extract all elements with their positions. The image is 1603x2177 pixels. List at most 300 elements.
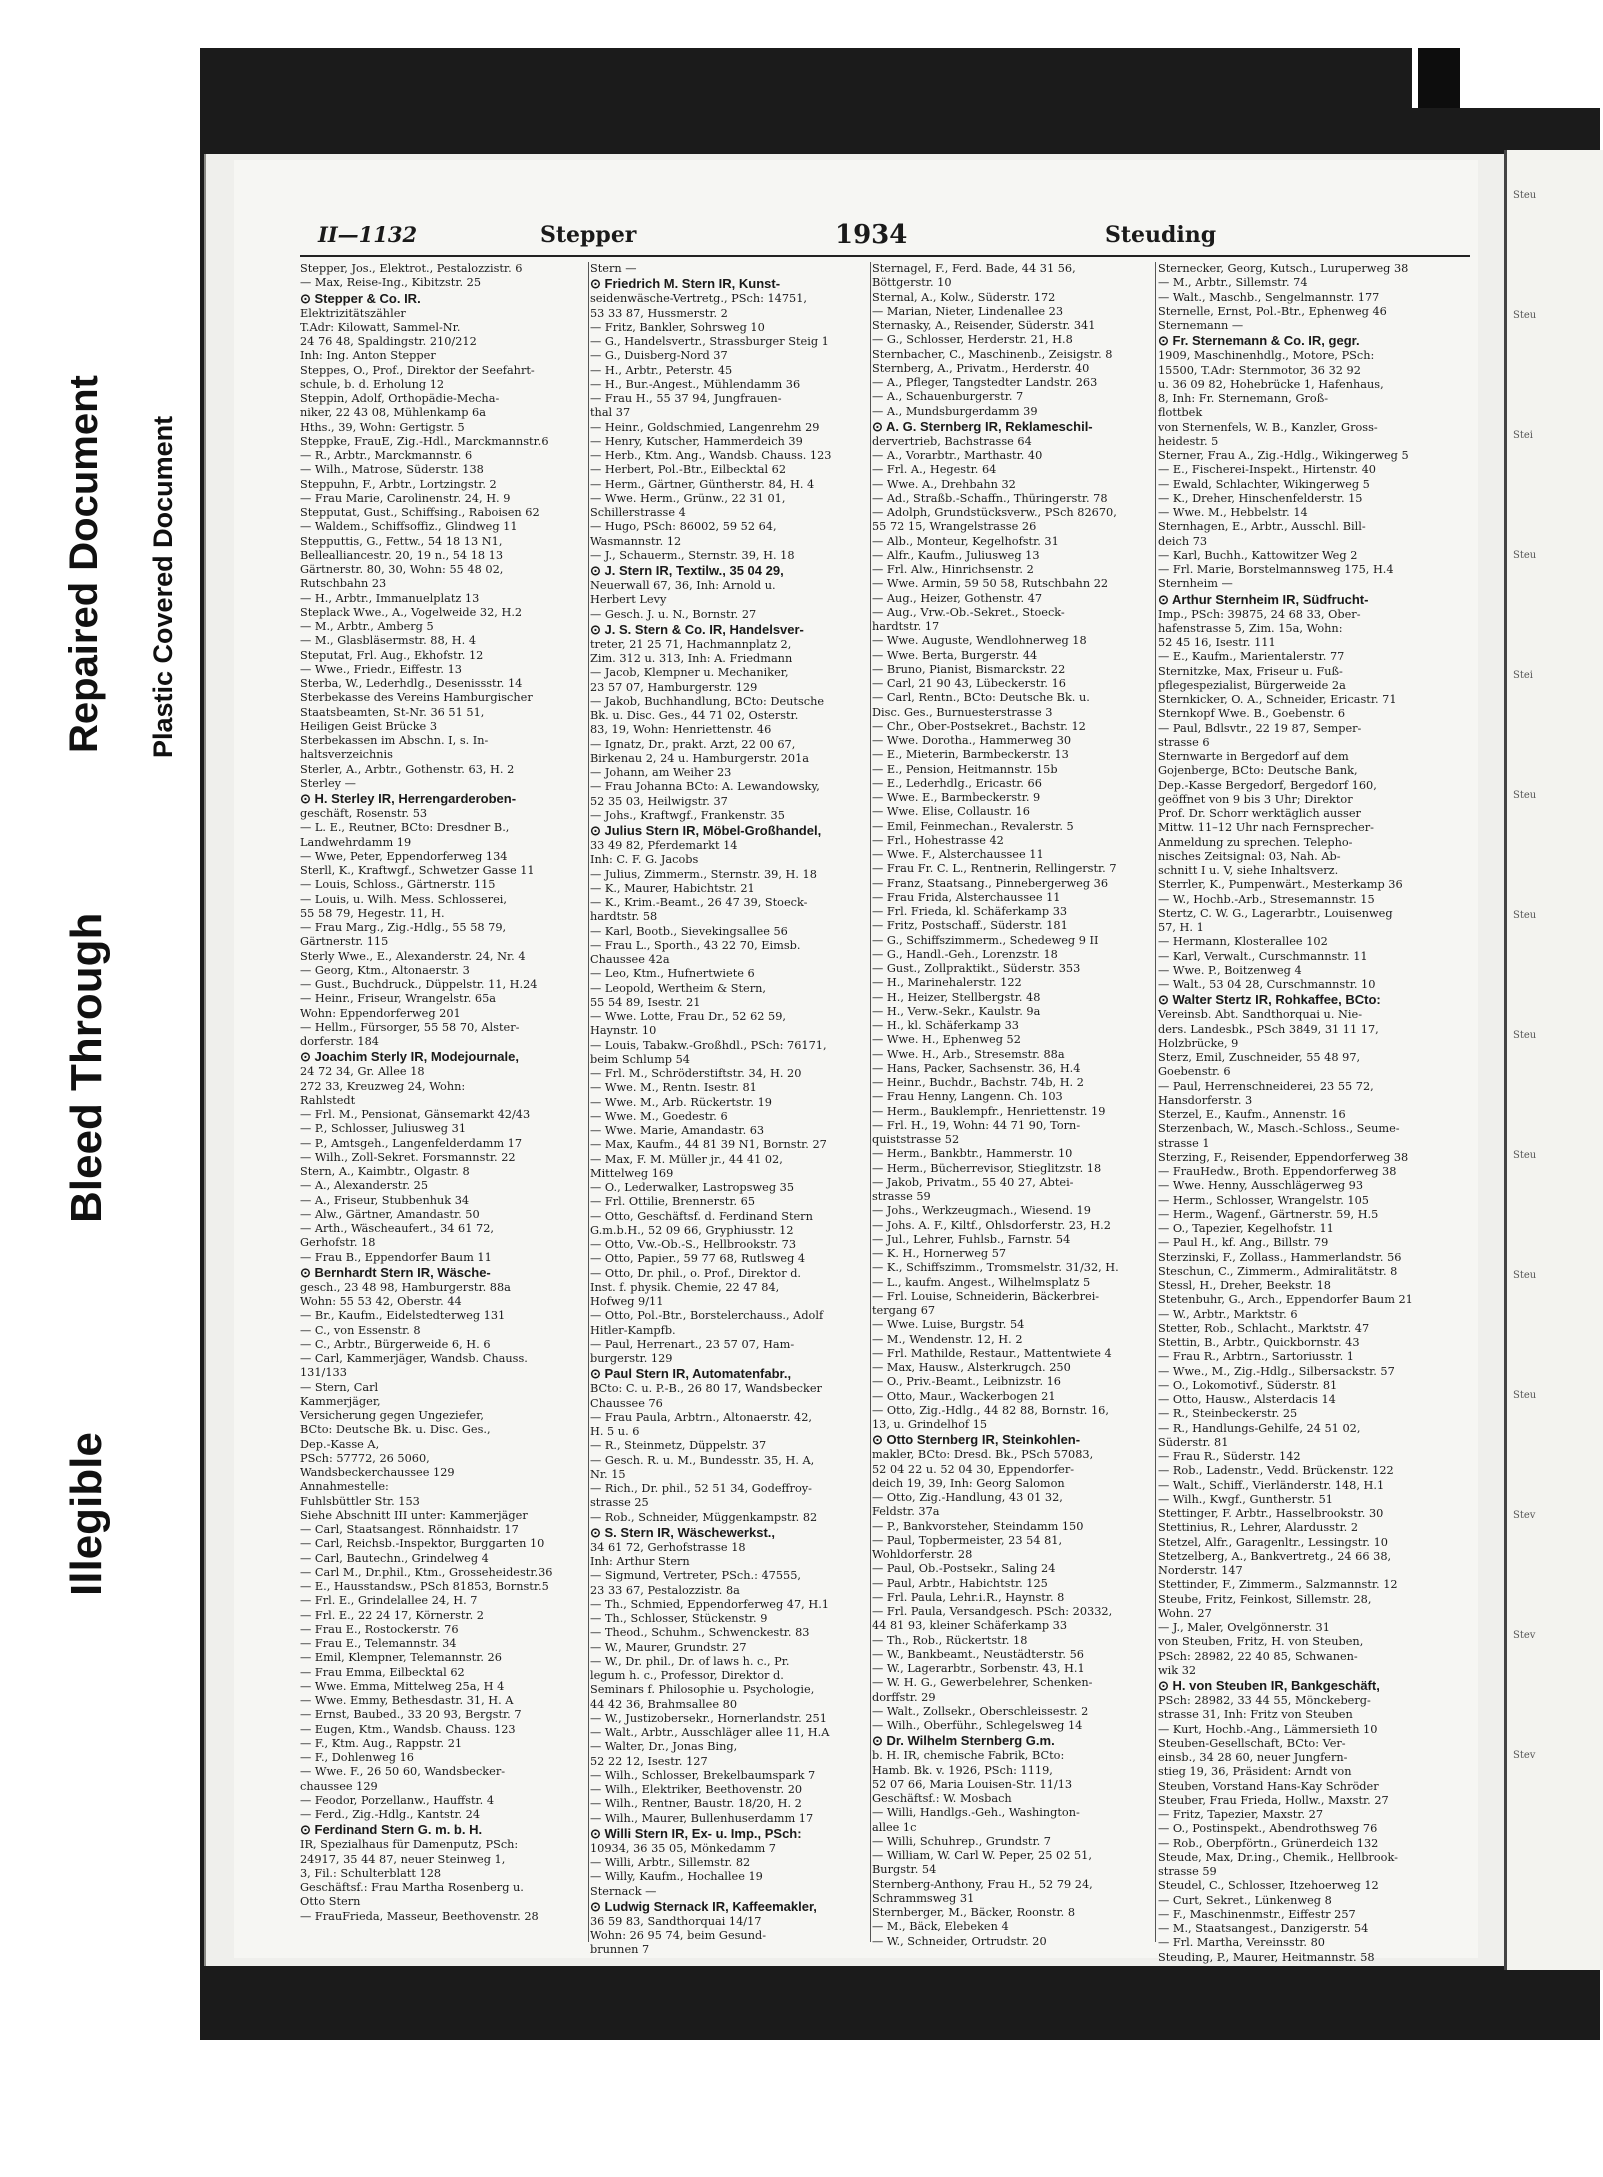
bottom-margin	[0, 2040, 1600, 2177]
directory-entry: 57, H. 1	[1158, 921, 1204, 934]
directory-entry: — Adolph, Grundstücksverw., PSch 82670,	[872, 506, 1117, 519]
adjacent-page-fragment: Stei	[1513, 670, 1533, 681]
directory-entry: — Ad., Straßb.-Schaffn., Thüringerstr. 78	[872, 491, 1108, 505]
directory-entry: — W. H. G., Gewerbelehrer, Schenken-	[872, 1676, 1093, 1690]
directory-entry: — Walt., Zollsekr., Oberschleissestr. 2	[872, 1704, 1089, 1718]
directory-entry: Otto Stern	[300, 1895, 361, 1909]
directory-entry: ders. Landesbk., PSch 3849, 31 11 17,	[1158, 1022, 1379, 1036]
directory-entry: — Alb., Monteur, Kegelhofstr. 31	[872, 534, 1059, 548]
directory-entry: — Max, Hausw., Alsterkrugch. 250	[872, 1361, 1071, 1374]
directory-entry: Stettinius, R., Lehrer, Alardusstr. 2	[1158, 1521, 1359, 1535]
directory-entry: Sternberg-Anthony, Frau H., 52 79 24,	[872, 1877, 1093, 1891]
directory-entry: Steppke, FrauE, Zig.-Hdl., Marckmannstr.6	[300, 434, 549, 448]
directory-entry: — Carl, Staatsangest. Rönnhaidstr. 17	[300, 1523, 519, 1536]
directory-entry: Gärtnerstr. 115	[300, 935, 389, 949]
directory-entry: — Marian, Nieter, Lindenallee 23	[872, 304, 1064, 318]
directory-entry: dorffstr. 29	[872, 1690, 936, 1704]
directory-entry: — Wwe. A., Drehbahn 32	[872, 477, 1016, 491]
directory-entry: — Otto, Hausw., Alsterdacis 14	[1158, 1393, 1336, 1406]
directory-entry: — Willi, Handlgs.-Geh., Washington-	[872, 1806, 1080, 1820]
directory-entry: 44 42 36, Brahmsallee 80	[590, 1697, 738, 1711]
directory-entry: — Paul, Herrenart., 23 57 07, Ham-	[590, 1337, 795, 1351]
directory-entry: — William, W. Carl W. Peper, 25 02 51,	[872, 1849, 1092, 1862]
directory-entry: — Gesch. J. u. N., Bornstr. 27	[590, 607, 757, 621]
directory-entry: — Herb., Ktm. Ang., Wandsb. Chauss. 123	[590, 449, 832, 462]
directory-entry: — Herm., Schlosser, Wrangelstr. 105	[1158, 1193, 1369, 1207]
directory-entry: Sterzinski, F., Zollass., Hammerlandstr. 56	[1158, 1250, 1402, 1264]
directory-entry: — E., Lederhdlg., Ericastr. 66	[872, 776, 1042, 790]
directory-entry: PSch: 28982, 33 44 55, Mönckeberg-	[1158, 1694, 1371, 1707]
directory-entry: Böttgerstr. 10	[872, 276, 952, 290]
directory-entry: geschäft, Rosenstr. 53	[300, 807, 428, 820]
directory-entry: — M., Staatsangest., Danzigerstr. 54	[1158, 1922, 1369, 1935]
directory-entry: — Rich., Dr. phil., 52 51 34, Godeffroy-	[590, 1482, 812, 1495]
directory-entry: heidestr. 5	[1158, 434, 1219, 448]
directory-entry: — W., Dr. phil., Dr. of laws h. c., Pr.	[590, 1654, 790, 1668]
directory-entry: — Heinr., Goldschmied, Langenrehm 29	[590, 420, 820, 434]
directory-entry: — Th., Schmied, Eppendorferweg 47, H.1	[590, 1597, 829, 1611]
directory-entry: Wasmannstr. 12	[590, 534, 682, 548]
directory-entry: — Th., Rob., Rückertstr. 18	[872, 1633, 1028, 1647]
directory-entry: Chaussee 76	[590, 1396, 663, 1410]
directory-entry: — Ewald, Schlachter, Wikingerweg 5	[1158, 477, 1370, 491]
adjacent-page-fragment: Stev	[1513, 1510, 1536, 1521]
directory-entry: Steube, Fritz, Feinkost, Sillemstr. 28,	[1158, 1592, 1372, 1606]
directory-entry: — Wwe. M., Hebbelstr. 14	[1158, 506, 1308, 519]
directory-entry: — Bruno, Pianist, Bismarckstr. 22	[872, 662, 1066, 676]
adjacent-page-fragment: Steu	[1513, 790, 1537, 801]
directory-entry: — F., Dohlenweg 16	[300, 1751, 414, 1764]
directory-entry: dervertrieb, Bachstrasse 64	[872, 434, 1032, 448]
directory-entry: — G., Duisberg-Nord 37	[590, 349, 728, 363]
directory-entry: Sternbacher, C., Maschinenb., Zeisigstr. 8	[872, 347, 1113, 361]
directory-entry: Sternwarte in Bergedorf auf dem	[1158, 750, 1349, 763]
directory-entry: strasse 59	[1158, 1865, 1217, 1878]
directory-entry: — E., Kaufm., Marientalerstr. 77	[1158, 650, 1345, 664]
directory-entry: — Frau Fr. C. L., Rentnerin, Rellingerstr. 7	[872, 862, 1117, 876]
directory-entry: — Willy, Kaufm., Hochallee 19	[590, 1870, 763, 1884]
directory-entry: T.Adr: Kilowatt, Sammel-Nr.	[300, 320, 461, 334]
directory-entry: Heiligen Geist Brücke 3	[300, 719, 438, 733]
directory-entry: Hofweg 9/11	[590, 1295, 664, 1308]
directory-entry: Seminars f. Philosophie u. Psychologie,	[590, 1683, 815, 1697]
directory-entry: 1909, Maschinenhdlg., Motore, PSch:	[1158, 349, 1375, 363]
directory-entry: — K., Schiffszimm., Tromsmelstr. 31/32, H.	[872, 1261, 1119, 1275]
directory-entry: — A., Mundsburgerdamm 39	[872, 404, 1038, 418]
directory-entry: — Frl. Louise, Schneiderin, Bäckerbrei-	[872, 1289, 1100, 1303]
directory-entry: — Karl, Verwalt., Curschmannstr. 11	[1158, 949, 1368, 963]
adjacent-page-fragment: Steu	[1513, 190, 1537, 201]
directory-entry: — Frl. Ottilie, Brennerstr. 65	[590, 1195, 756, 1209]
directory-entry: PSch: 28982, 22 40 85, Schwanen-	[1158, 1649, 1358, 1663]
directory-entry: — Wwe. E., Barmbeckerstr. 9	[872, 791, 1041, 804]
directory-entry: makler, BCto: Dresd. Bk., PSch 57083,	[872, 1448, 1094, 1462]
directory-entry: Mittelweg 169	[590, 1166, 674, 1180]
directory-entry: treter, 21 25 71, Hachmannplatz 2,	[590, 637, 792, 651]
directory-entry: — Herm., Bankbtr., Hammerstr. 10	[872, 1147, 1073, 1161]
directory-entry: — Wwe. Elise, Collaustr. 16	[872, 805, 1030, 819]
directory-entry: — Carl, Reichsb.-Inspektor, Burggarten 10	[300, 1537, 545, 1551]
directory-entry: Süderstr. 81	[1158, 1435, 1229, 1449]
directory-entry: — W., Schneider, Ortrudstr. 20	[872, 1934, 1047, 1948]
directory-entry: Bk. u. Disc. Ges., 44 71 02, Osterstr.	[590, 709, 799, 722]
directory-entry: Neuerwall 67, 36, Inh: Arnold u.	[590, 579, 776, 592]
directory-entry: 52 35 03, Heilwigstr. 37	[590, 794, 728, 808]
directory-entry: — E., Hausstandsw., PSch 81853, Bornstr.5	[300, 1580, 549, 1593]
firm-entry: ⊙ Joachim Sterly IR, Modejournale,	[300, 1049, 519, 1065]
directory-entry: — Louis, u. Wilh. Mess. Schlosserei,	[300, 892, 507, 906]
directory-entry: gesch., 23 48 98, Hamburgerstr. 88a	[300, 1280, 511, 1294]
directory-entry: Siehe Abschnitt III unter: Kammerjäger	[300, 1508, 528, 1522]
directory-entry: Stetenbuhr, G., Arch., Eppendorfer Baum 21	[1158, 1293, 1413, 1307]
directory-entry: Stepputat, Gust., Schiffsing., Raboisen 62	[300, 506, 540, 519]
firm-entry: ⊙ Paul Stern IR, Automatenfabr.,	[590, 1366, 792, 1382]
directory-column-4	[1158, 262, 1446, 1964]
directory-entry: von Steuben, Fritz, H. von Steuben,	[1158, 1635, 1364, 1649]
directory-entry: Gerhofstr. 18	[300, 1236, 376, 1250]
firm-entry: ⊙ A. G. Sternberg IR, Reklameschil-	[872, 418, 1093, 434]
directory-entry: — Otto, Pol.-Btr., Borstelerchauss., Adolf	[590, 1309, 824, 1323]
directory-entry: Haynstr. 10	[590, 1024, 657, 1038]
directory-entry: Burgstr. 54	[872, 1863, 937, 1877]
directory-entry: — Frau E., Rostockerstr. 76	[300, 1622, 459, 1636]
directory-entry: Inh: Ing. Anton Stepper	[300, 349, 436, 363]
directory-entry: PSch: 57772, 26 5060,	[300, 1451, 430, 1465]
label-sidebar	[0, 48, 200, 2040]
directory-entry: — Georg, Ktm., Altonaerstr. 3	[300, 963, 470, 977]
repaired-document-label: Repaired Document	[62, 375, 106, 753]
directory-entry: — Rob., Ladenstr., Vedd. Brückenstr. 122	[1158, 1464, 1394, 1478]
directory-entry: — Wilh., Matrose, Süderstr. 138	[300, 463, 484, 477]
directory-entry: — Wwe. Dorotha., Hammerweg 30	[872, 734, 1072, 747]
firm-entry: ⊙ H. von Steuben IR, Bankgeschäft,	[1158, 1678, 1380, 1693]
plastic-covered-label: Plastic Covered Document	[148, 415, 178, 758]
directory-entry: — O., Tapezier, Kegelhofstr. 11	[1158, 1222, 1334, 1235]
directory-entry: — Wwe. H., Arb., Stresemstr. 88a	[872, 1047, 1065, 1061]
directory-entry: — Frau Frida, Alsterchaussee 11	[872, 890, 1061, 904]
directory-entry: BCto: C. u. P.-B., 26 80 17, Wandsbecker	[590, 1382, 822, 1396]
directory-entry: Sterler, A., Arbtr., Gothenstr. 63, H. 2	[300, 762, 515, 776]
directory-entry: — Frl. H., 19, Wohn: 44 71 90, Torn-	[872, 1118, 1081, 1132]
directory-entry: — Paul, Herrenschneiderei, 23 55 72,	[1158, 1079, 1374, 1093]
firm-entry: ⊙ Fr. Sternemann & Co. IR, gegr.	[1158, 333, 1360, 349]
directory-entry: — K., Maurer, Habichtstr. 21	[590, 881, 755, 895]
directory-entry: dorferstr. 184	[300, 1035, 379, 1048]
directory-entry: — H., Arbtr., Peterstr. 45	[590, 363, 733, 377]
directory-entry: chaussee 129	[300, 1779, 378, 1793]
directory-entry: — Walt., Schiff., Vierländerstr. 148, H.1	[1158, 1478, 1385, 1492]
directory-entry: — J., Schauerm., Sternstr. 39, H. 18	[590, 548, 795, 562]
directory-entry: Stertz, C. W. G., Lagerarbtr., Louisenweg	[1158, 906, 1393, 920]
directory-entry: geöffnet von 9 bis 3 Uhr; Direktor	[1158, 792, 1353, 806]
directory-entry: — H., Heizer, Stellbergstr. 48	[872, 990, 1041, 1004]
directory-entry: Elektrizitätszähler	[300, 306, 406, 320]
directory-entry: — Wwe. Herm., Grünw., 22 31 01,	[590, 491, 786, 505]
directory-entry: — Wwe. Marie, Amandastr. 63	[590, 1124, 765, 1137]
directory-entry: — Leopold, Wertheim & Stern,	[590, 981, 767, 995]
directory-entry: — Th., Schlosser, Stückenstr. 9	[590, 1612, 768, 1625]
directory-entry: — W., Maurer, Grundstr. 27	[590, 1640, 747, 1654]
directory-entry: — F., Ktm. Aug., Rappstr. 21	[300, 1736, 463, 1750]
directory-entry: — Hans, Packer, Sachsenstr. 36, H.4	[872, 1061, 1081, 1075]
directory-entry: — A., Alexanderstr. 25	[300, 1179, 429, 1193]
directory-entry: — H., kl. Schäferkamp 33	[872, 1019, 1019, 1032]
directory-entry: — Gesch. R. u. M., Bundesstr. 35, H. A,	[590, 1453, 815, 1467]
directory-entry: — Chr., Ober-Postsekret., Bachstr. 12	[872, 719, 1086, 733]
directory-entry: Stepputtis, G., Fettw., 54 18 13 N1,	[300, 534, 503, 548]
firm-entry: ⊙ Walter Stertz IR, Rohkaffee, BCto:	[1158, 992, 1381, 1008]
directory-entry: Sterrler, K., Pumpenwärt., Mesterkamp 36	[1158, 878, 1403, 892]
directory-entry: — K., Krim.-Beamt., 26 47 39, Stoeck-	[590, 896, 808, 909]
directory-entry: — Louis, Tabakw.-Großhdl., PSch: 76171,	[590, 1038, 827, 1052]
directory-entry: — Wilh., Zoll-Sekret. Forsmannstr. 22	[300, 1150, 516, 1164]
firm-entry: ⊙ Otto Sternberg IR, Steinkohlen-	[872, 1432, 1081, 1448]
directory-entry: Sterba, W., Lederhdlg., Desenissstr. 14	[300, 677, 523, 690]
directory-entry: — Otto, Papier., 59 77 68, Rutlsweg 4	[590, 1252, 806, 1266]
directory-entry: — O., Lokomotivf., Süderstr. 81	[1158, 1378, 1338, 1392]
directory-entry: 23 33 67, Pestalozzistr. 8a	[590, 1583, 740, 1597]
adjacent-page-fragment: Steu	[1513, 910, 1537, 921]
directory-entry: — Wwe. F., Alsterchaussee 11	[872, 848, 1044, 861]
adjacent-page-fragment: Steu	[1513, 1150, 1537, 1161]
directory-entry: Geschäftsf.: Frau Martha Rosenberg u.	[300, 1881, 524, 1894]
directory-entry: — Wwe. M., Arb. Rückertstr. 19	[590, 1095, 772, 1109]
directory-entry: H. 5 u. 6	[590, 1425, 640, 1438]
directory-entry: seidenwäsche-Vertretg., PSch: 14751,	[590, 292, 808, 306]
directory-entry: Stettinger, F. Arbtr., Hasselbrookstr. 30	[1158, 1507, 1384, 1520]
directory-entry: — Frau Marie, Carolinenstr. 24, H. 9	[300, 491, 511, 505]
directory-entry: — M., Arbtr., Sillemstr. 74	[1158, 276, 1308, 290]
firm-entry: ⊙ J. S. Stern & Co. IR, Handelsver-	[590, 621, 804, 637]
film-corner-dark	[1418, 48, 1460, 108]
directory-entry: Stetzel, Alfr., Garagenltr., Lessingstr. 10	[1158, 1535, 1388, 1549]
directory-entry: Steuben, Vorstand Hans-Kay Schröder	[1158, 1779, 1379, 1793]
directory-entry: Sterz, Emil, Zuschneider, 55 48 97,	[1158, 1051, 1361, 1064]
directory-entry: 52 45 16, Isestr. 111	[1158, 636, 1276, 649]
adjacent-page-fragment: Steu	[1513, 550, 1537, 561]
directory-entry: tergang 67	[872, 1304, 936, 1317]
directory-entry: Landwehrdamm 19	[300, 835, 412, 849]
directory-entry: Stern —	[590, 262, 637, 275]
directory-entry: — E., Pension, Heitmannstr. 15b	[872, 762, 1058, 776]
directory-entry: Wohn: 55 53 42, Oberstr. 44	[300, 1295, 462, 1308]
directory-entry: — H., Verw.-Sekr., Kaulstr. 9a	[872, 1004, 1041, 1018]
directory-entry: Sternitzke, Max, Friseur u. Fuß-	[1158, 664, 1343, 678]
directory-entry: — Jakob, Privatm., 55 40 27, Abtei-	[872, 1175, 1074, 1189]
directory-entry: — Alw., Gärtner, Amandastr. 50	[300, 1207, 480, 1221]
column-divider	[870, 262, 871, 1942]
directory-entry: — Frau E., Telemannstr. 34	[300, 1637, 457, 1650]
right-running-head: Steuding	[1105, 222, 1217, 248]
directory-entry: Wohldorferstr. 28	[872, 1548, 973, 1561]
directory-entry: thal 37	[590, 406, 631, 420]
directory-entry: Sternheim —	[1158, 577, 1233, 591]
directory-entry: — Walt., 53 04 28, Curschmannstr. 10	[1158, 978, 1376, 991]
directory-entry: Wohn: Eppendorferweg 201	[300, 1006, 461, 1020]
directory-entry: Dep.-Kasse A,	[300, 1437, 380, 1451]
directory-entry: BCto: Deutsche Bk. u. Disc. Ges.,	[300, 1423, 491, 1437]
directory-entry: — Wwe. Luise, Burgstr. 54	[872, 1318, 1025, 1332]
directory-entry: — Frl. Frieda, kl. Schäferkamp 33	[872, 905, 1068, 918]
adjacent-page-fragment: Stev	[1513, 1630, 1536, 1641]
directory-entry: — C., von Essenstr. 8	[300, 1323, 421, 1337]
directory-entry: hardtstr. 17	[872, 620, 940, 633]
directory-entry: — Frl. E., Grindelallee 24, H. 7	[300, 1594, 478, 1608]
directory-entry: Schillerstrasse 4	[590, 506, 686, 519]
directory-entry: Sterley —	[300, 776, 356, 790]
directory-entry: — Henry, Kutscher, Hammerdeich 39	[590, 434, 803, 448]
directory-entry: — Gust., Zollpraktikt., Süderstr. 353	[872, 962, 1081, 975]
directory-entry: 52 07 66, Maria Louisen-Str. 11/13	[872, 1777, 1073, 1791]
directory-entry: Nr. 15	[590, 1467, 626, 1481]
directory-entry: flottbek	[1158, 406, 1203, 420]
directory-entry: — Wwe. F., 26 50 60, Wandsbecker-	[300, 1765, 506, 1779]
directory-entry: Steuben-Gesellschaft, BCto: Ver-	[1158, 1736, 1346, 1750]
directory-entry: — Wilh., Maurer, Bullenhuserdamm 17	[590, 1811, 814, 1825]
directory-entry: — Wwe. Armin, 59 50 58, Rutschbahn 22	[872, 577, 1109, 591]
directory-entry: Hansdorferstr. 3	[1158, 1093, 1253, 1107]
directory-entry: Steuding, P., Maurer, Heitmannstr. 58	[1158, 1950, 1375, 1964]
directory-entry: — W., Justizobersekr., Hornerlandstr. 251	[590, 1711, 827, 1725]
directory-entry: — Walt., Arbtr., Ausschläger allee 11, H.A	[590, 1726, 830, 1739]
directory-entry: — Otto, Geschäftsf. d. Ferdinand Stern	[590, 1209, 813, 1223]
directory-entry: — Alfr., Kaufm., Juliusweg 13	[872, 548, 1040, 562]
directory-entry: 8, Inh: Fr. Sternemann, Groß-	[1158, 392, 1329, 405]
directory-entry: — P., Amtsgeh., Langenfelderdamm 17	[300, 1136, 523, 1150]
directory-entry: — Wwe. M., Rentn. Isestr. 81	[590, 1081, 757, 1095]
directory-entry: — L., kaufm. Angest., Wilhelmsplatz 5	[872, 1275, 1091, 1289]
directory-entry: — F., Maschinenmstr., Eiffestr 257	[1158, 1907, 1356, 1921]
directory-entry: 53 33 87, Hussmerstr. 2	[590, 306, 728, 320]
directory-entry: schnitt I u. V, siehe Inhaltsverz.	[1158, 864, 1339, 877]
directory-entry: — Jul., Lehrer, Fuhlsb., Farnstr. 54	[872, 1232, 1071, 1246]
directory-entry: Sternecker, Georg, Kutsch., Luruperweg 38	[1158, 262, 1409, 275]
adjacent-page-fragment: Steu	[1513, 1390, 1537, 1401]
directory-entry: Rutschbahn 23	[300, 577, 387, 591]
directory-entry: nisches Zeitsignal: 03, Nah. Ab-	[1158, 849, 1341, 863]
directory-entry: strasse 25	[590, 1496, 649, 1510]
directory-entry: 3, Fil.: Schulterblatt 128	[300, 1866, 442, 1880]
directory-entry: — R., Steinbeckerstr. 25	[1158, 1407, 1298, 1421]
firm-entry: ⊙ Ludwig Sternack IR, Kaffeemakler,	[590, 1898, 817, 1914]
firm-entry: ⊙ Willi Stern IR, Ex- u. Imp., PSch:	[590, 1825, 802, 1841]
directory-entry: allee 1c	[872, 1820, 917, 1834]
directory-entry: hafenstrasse 5, Zim. 15a, Wohn:	[1158, 621, 1343, 635]
directory-entry: — Frl., Hohestrasse 42	[872, 833, 1004, 847]
directory-entry: — Rob., Oberpförtn., Grünerdeich 132	[1158, 1836, 1379, 1850]
directory-entry: Dep.-Kasse Bergedorf, Bergedorf 160,	[1158, 778, 1377, 792]
directory-entry: — G., Handelsvertr., Strassburger Steig 1	[590, 335, 829, 348]
directory-entry: Mittw. 11–12 Uhr nach Fernsprecher-	[1158, 821, 1374, 835]
directory-entry: — Wilh., Schlosser, Brekelbaumspark 7	[590, 1768, 816, 1782]
directory-entry: — Frau Johanna BCto: A. Lewandowsky,	[590, 780, 820, 794]
directory-entry: Wohn: 26 95 74, beim Gesund-	[590, 1929, 767, 1942]
directory-entry: — E., Fischerei-Inspekt., Hirtenstr. 40	[1158, 463, 1376, 477]
directory-entry: — Herm., Bücherrevisor, Stieglitzstr. 18	[872, 1161, 1102, 1175]
directory-entry: Stessl, H., Dreher, Beekstr. 18	[1158, 1279, 1331, 1292]
directory-entry: — Otto, Maur., Wackerbogen 21	[872, 1389, 1056, 1403]
adjacent-page-fragment: Steu	[1513, 310, 1537, 321]
directory-entry: legum h. c., Professor, Direktor d.	[590, 1669, 784, 1682]
directory-entry: — Carl M., Dr.phil., Ktm., Grosseheidestr.36	[300, 1565, 553, 1579]
directory-entry: — M., Bäck, Elebeken 4	[872, 1920, 1009, 1934]
directory-entry: Steude, Max, Dr.ing., Chemik., Hellbrook-	[1158, 1850, 1398, 1864]
directory-entry: — Kurt, Hochb.-Ang., Lämmersieth 10	[1158, 1722, 1378, 1736]
directory-entry: Steschun, C., Zimmerm., Admiralitätstr. 8	[1158, 1264, 1398, 1278]
directory-entry: Gärtnerstr. 80, 30, Wohn: 55 48 02,	[300, 563, 504, 576]
directory-column-3	[872, 262, 1160, 1948]
adjacent-page-fragment: Steu	[1513, 1270, 1537, 1281]
directory-entry: — Frau Marg., Zig.-Hdlg., 55 58 79,	[300, 921, 507, 934]
directory-entry: Goebenstr. 6	[1158, 1065, 1231, 1079]
directory-entry: — W., Lagerarbtr., Sorbenstr. 43, H.1	[872, 1662, 1085, 1675]
directory-entry: — Otto, Dr. phil., o. Prof., Direktor d.	[590, 1266, 802, 1280]
directory-entry: Stepper, Jos., Elektrot., Pestalozzistr. 6	[300, 262, 523, 275]
directory-entry: — Willi, Schuhrep., Grundstr. 7	[872, 1834, 1051, 1848]
bleed-through-label: Bleed Through	[62, 912, 111, 1223]
directory-entry: — Franz, Staatsang., Pinnebergerweg 36	[872, 876, 1109, 890]
directory-entry: — Stern, Carl	[300, 1380, 379, 1394]
directory-entry: Wandsbeckerchaussee 129	[300, 1466, 455, 1479]
directory-entry: hardtstr. 58	[590, 910, 658, 924]
directory-entry: — Frl. M., Schröderstiftstr. 34, H. 20	[590, 1067, 802, 1080]
directory-entry: — H., Arbtr., Immanuelplatz 13	[300, 591, 480, 605]
directory-entry: Hths., 39, Wohn: Gertigstr. 5	[300, 420, 465, 434]
directory-entry: Chaussee 42a	[590, 953, 670, 966]
directory-entry: strasse 31, Inh: Fritz von Steuben	[1158, 1708, 1353, 1722]
directory-entry: — R., Arbtr., Marckmannstr. 6	[300, 449, 473, 462]
directory-entry: — Fritz, Bankler, Sohrsweg 10	[590, 320, 765, 334]
directory-entry: — Feodor, Porzellanw., Hauffstr. 4	[300, 1793, 495, 1807]
directory-entry: Sterner, Frau A., Zig.-Hdlg., Wikingerweg 5	[1158, 449, 1409, 462]
directory-entry: — Sigmund, Vertreter, PSch.: 47555,	[590, 1569, 802, 1583]
directory-entry: — A., Vorarbtr., Marthastr. 40	[872, 449, 1043, 462]
directory-entry: haltsverzeichnis	[300, 748, 393, 762]
directory-entry: — Heinr., Friseur, Wrangelstr. 65a	[300, 992, 497, 1006]
directory-entry: — Aug., Vrw.-Ob.-Sekret., Stoeck-	[872, 605, 1065, 619]
directory-entry: — Max, Kaufm., 44 81 39 N1, Bornstr. 27	[590, 1138, 827, 1152]
directory-entry: — Frau Henny, Langenn. Ch. 103	[872, 1090, 1063, 1104]
directory-entry: — Wwe. P., Boitzenweg 4	[1158, 963, 1302, 977]
directory-entry: burgerstr. 129	[590, 1352, 673, 1365]
directory-entry: Sternberger, M., Bäcker, Roonstr. 8	[872, 1906, 1076, 1919]
directory-entry: Sterzing, F., Reisender, Eppendorferweg 38	[1158, 1150, 1409, 1164]
directory-entry: 272 33, Kreuzweg 24, Wohn:	[300, 1079, 466, 1093]
left-running-head: Stepper	[540, 222, 637, 248]
directory-entry: Steudel, C., Schlosser, Itzehoerweg 12	[1158, 1879, 1379, 1893]
directory-entry: Sternagel, F., Ferd. Bade, 44 31 56,	[872, 262, 1076, 275]
directory-entry: 52 22 12, Isestr. 127	[590, 1754, 708, 1768]
firm-entry: ⊙ Arthur Sternheim IR, Südfrucht-	[1158, 591, 1369, 607]
directory-entry: Holzbrücke, 9	[1158, 1036, 1239, 1050]
firm-entry: ⊙ Julius Stern IR, Möbel-Großhandel,	[590, 823, 822, 838]
directory-entry: u. 36 09 82, Hohebrücke 1, Hafenhaus,	[1158, 377, 1384, 391]
directory-entry: — Herm., Bauklempfr., Henriettenstr. 19	[872, 1104, 1106, 1118]
illegible-label: Illegible	[62, 1432, 111, 1596]
directory-entry: — Wwe. M., Goedestr. 6	[590, 1109, 728, 1123]
directory-entry: — P., Bankvorsteher, Steindamm 150	[872, 1519, 1084, 1533]
directory-entry: Anmeldung zu sprechen. Telepho-	[1158, 835, 1353, 849]
directory-entry: — Theod., Schuhm., Schwenckestr. 83	[590, 1626, 810, 1640]
directory-entry: Steppes, O., Prof., Direktor der Seefahrt-	[300, 363, 535, 377]
directory-entry: — Hellm., Fürsorger, 55 58 70, Alster-	[300, 1020, 520, 1034]
directory-entry: — Curt, Sekret., Lünkenweg 8	[1158, 1893, 1332, 1907]
directory-entry: — Paul H., kf. Ang., Billstr. 79	[1158, 1236, 1329, 1250]
directory-entry: — Leo, Ktm., Hufnertwiete 6	[590, 967, 755, 981]
directory-entry: — Herm., Wagenf., Gärtnerstr. 59, H.5	[1158, 1207, 1379, 1221]
directory-entry: — Wwe, Peter, Eppendorferweg 134	[300, 849, 508, 863]
directory-entry: — G., Handl.-Geh., Lorenzstr. 18	[872, 947, 1058, 961]
